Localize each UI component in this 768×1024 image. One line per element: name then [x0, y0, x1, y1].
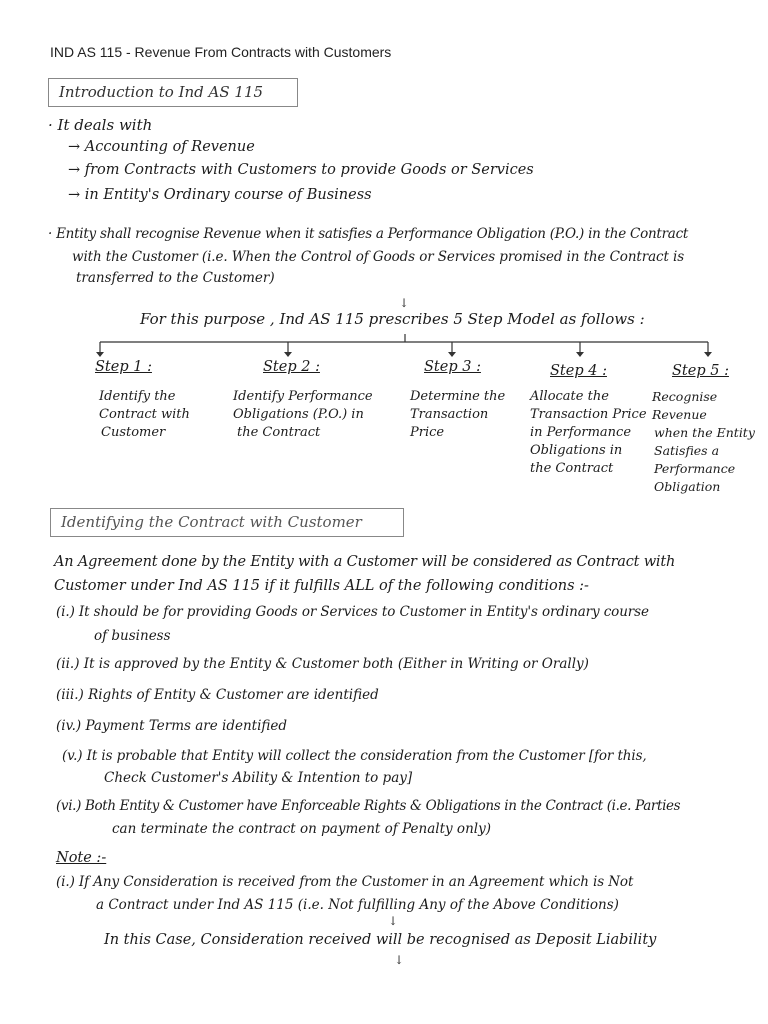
contract-intro-line-1: An Agreement done by the Entity with a Customer will be considered as Contract with — [54, 554, 676, 570]
step-4 — [530, 362, 647, 478]
step-3-heading: Step 3 : — [424, 359, 481, 375]
step-2 — [233, 358, 373, 442]
condition-3: (iii.) Rights of Entity & Customer are identified — [56, 687, 379, 703]
contract-intro-line-2: Customer under Ind AS 115 if it fulfills ALL of the following conditions :- — [54, 578, 589, 594]
step-5-line-5: Obligation — [654, 479, 721, 494]
down-arrow-icon: ↓ — [399, 296, 410, 310]
step-2-line-3: the Contract — [237, 425, 321, 440]
step-4-line-3: in Performance — [530, 425, 632, 440]
note-line-1: (i.) If Any Consideration is received from the Customer in an Agreement which is Not — [56, 874, 634, 890]
step-5-line-3: Satisfies a — [654, 443, 720, 458]
step-3 — [410, 358, 505, 442]
step-4-line-5: the Contract — [530, 461, 614, 476]
condition-6: (vi.) Both Entity & Customer have Enforceable Rights & Obligations in the Contract (i.e. Parties — [56, 798, 681, 814]
condition-1-cont: of business — [94, 628, 171, 644]
step-2-line-2: Obligations (P.O.) in — [233, 407, 364, 422]
step-4-line-1: Allocate the — [530, 389, 609, 404]
recognise-line-3: transferred to the Customer) — [76, 270, 275, 286]
step-3-line-2: Transaction — [410, 407, 489, 422]
recognise-line-2: with the Customer (i.e. When the Control of Goods or Services promised in the Contract is — [72, 249, 685, 265]
step-3-line-3: Price — [410, 425, 445, 440]
intro-heading-box: Introduction to Ind AS 115 — [48, 78, 298, 107]
step-2-line-1: Identify Performance — [233, 389, 373, 404]
intro-point-3: → in Entity's Ordinary course of Business — [68, 187, 372, 203]
contract-heading-box: Identifying the Contract with Customer — [50, 508, 404, 537]
step-1-heading: Step 1 : — [95, 359, 152, 375]
note-down-arrow-icon-2: ↓ — [394, 953, 405, 967]
five-step-model-line: For this purpose , Ind AS 115 prescribes 5 Step Model as follows : — [140, 310, 645, 328]
page-title: IND AS 115 - Revenue From Contracts with Customers — [50, 44, 392, 60]
intro-point-1: → Accounting of Revenue — [68, 139, 255, 155]
step-2-heading: Step 2 : — [263, 359, 320, 375]
recognise-line-1: · Entity shall recognise Revenue when it satisfies a Performance Obligation (P.O.) in the Contract — [48, 226, 689, 242]
step-1-line-2: Contract with — [99, 407, 190, 422]
step-3-line-1: Determine the — [410, 389, 506, 404]
condition-4: (iv.) Payment Terms are identified — [56, 718, 288, 734]
condition-6-cont: can terminate the contract on payment of Penalty only) — [112, 821, 491, 837]
step-5-line-2: when the Entity — [654, 425, 755, 440]
step-5 — [652, 362, 768, 496]
condition-5-cont: Check Customer's Ability & Intention to pay] — [104, 770, 413, 786]
note-down-arrow-icon: ↓ — [388, 914, 399, 928]
note-label: Note :- — [56, 850, 107, 866]
intro-point-2: → from Contracts with Customers to provide Goods or Services — [68, 162, 534, 178]
step-5-heading: Step 5 : — [672, 363, 729, 379]
step-4-heading: Step 4 : — [550, 363, 607, 379]
step-5-line-4: Performance — [654, 461, 736, 476]
note-line-2: a Contract under Ind AS 115 (i.e. Not fulfilling Any of the Above Conditions) — [96, 897, 619, 913]
step-4-line-2: Transaction Price — [530, 407, 647, 422]
deals-with-line: · It deals with — [48, 116, 153, 134]
step-1 — [95, 358, 190, 442]
condition-5: (v.) It is probable that Entity will collect the consideration from the Customer [for this, — [62, 748, 647, 764]
step-1-line-1: Identify the — [99, 389, 176, 404]
step-4-line-4: Obligations in — [530, 443, 623, 458]
condition-1: (i.) It should be for providing Goods or Services to Customer in Entity's ordinary course — [56, 604, 649, 620]
note-line-3: In this Case, Consideration received will be recognised as Deposit Liability — [104, 932, 657, 948]
step-1-line-3: Customer — [101, 425, 166, 440]
condition-2: (ii.) It is approved by the Entity & Customer both (Either in Writing or Orally) — [56, 656, 589, 672]
step-5-line-1: Recognise Revenue — [652, 389, 718, 422]
